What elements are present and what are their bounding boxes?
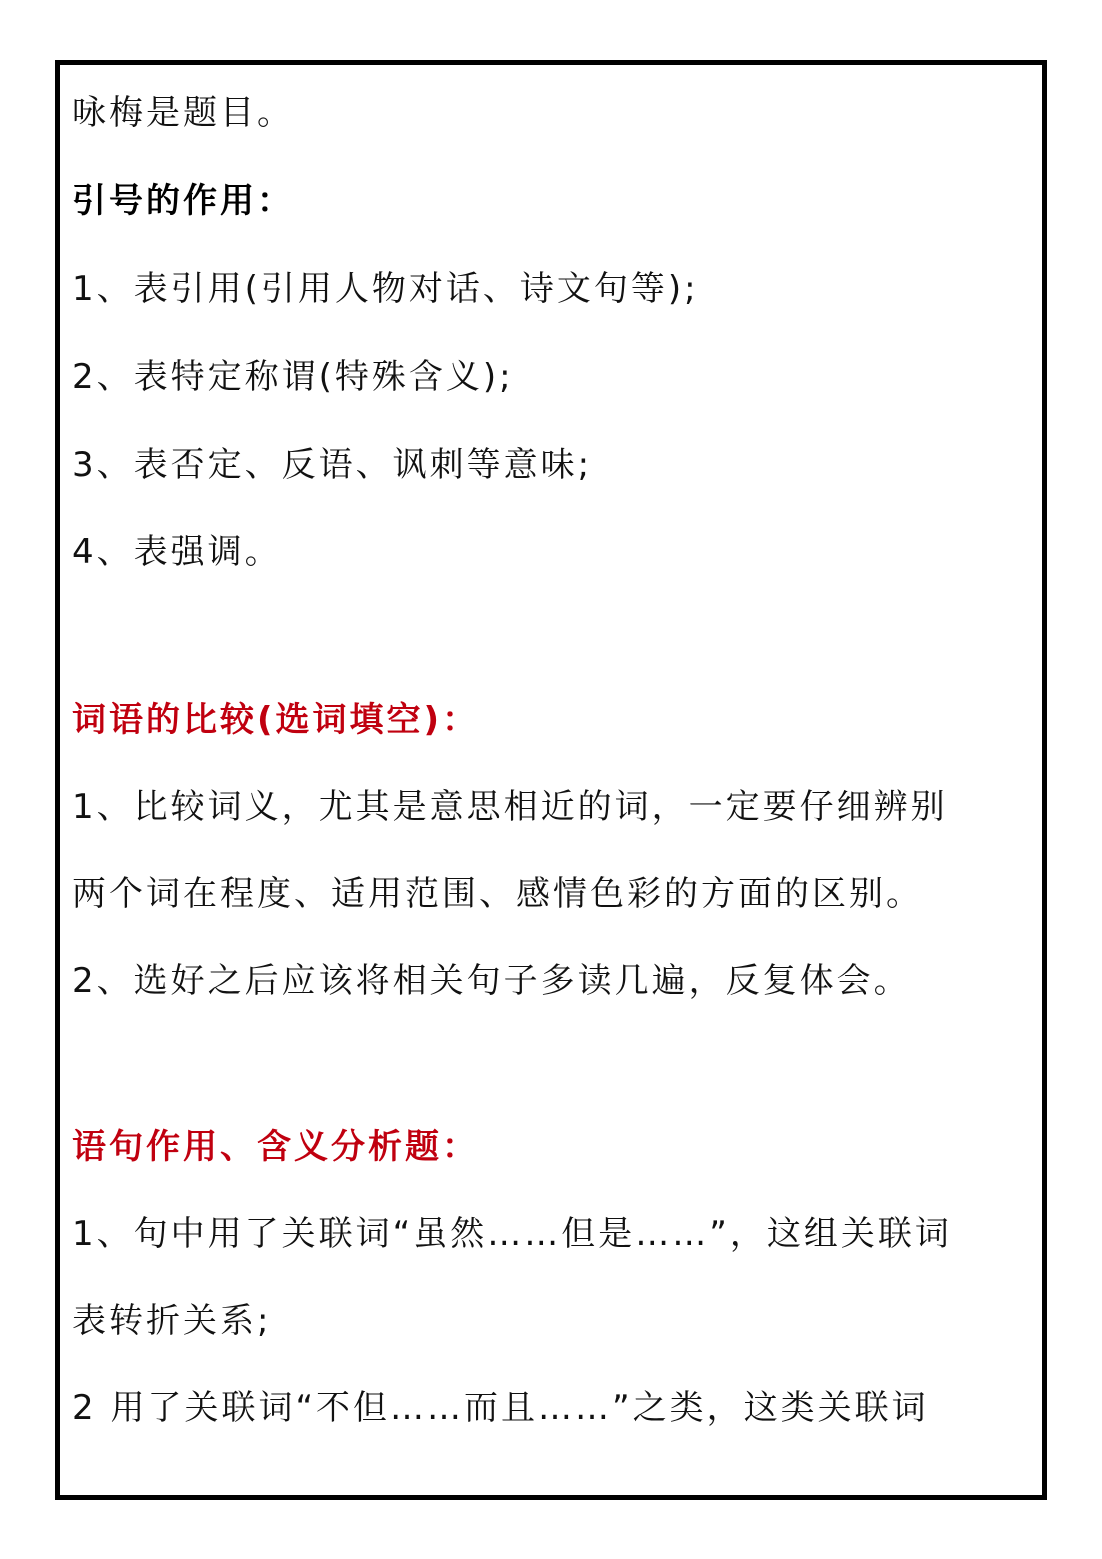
section-heading-word-comparison: 词语的比较(选词填空)：	[72, 700, 480, 740]
list-item-word-1a: 1、比较词义，尤其是意思相近的词，一定要仔细辨别	[72, 787, 948, 827]
list-item-word-1b: 两个词在程度、适用范围、感情色彩的方面的区别。	[72, 874, 923, 914]
list-item-quote-1: 1、表引用(引用人物对话、诗文句等);	[72, 269, 699, 309]
list-item-sentence-1a: 1、句中用了关联词“虽然……但是……”，这组关联词	[72, 1214, 952, 1254]
list-item-sentence-2: 2 用了关联词“不但……而且……”之类，这类关联词	[72, 1388, 929, 1428]
list-item-quote-4: 4、表强调。	[72, 532, 282, 572]
section-heading-quotation-marks: 引号的作用：	[72, 181, 294, 221]
section-heading-sentence-analysis: 语句作用、含义分析题：	[72, 1127, 479, 1167]
document-frame	[55, 60, 1047, 1500]
list-item-sentence-1b: 表转折关系;	[72, 1301, 272, 1341]
list-item-quote-3: 3、表否定、反语、讽刺等意味;	[72, 445, 593, 485]
text-line-intro: 咏梅是题目。	[72, 93, 294, 133]
list-item-word-2: 2、选好之后应该将相关句子多读几遍，反复体会。	[72, 961, 911, 1001]
list-item-quote-2: 2、表特定称谓(特殊含义);	[72, 357, 514, 397]
